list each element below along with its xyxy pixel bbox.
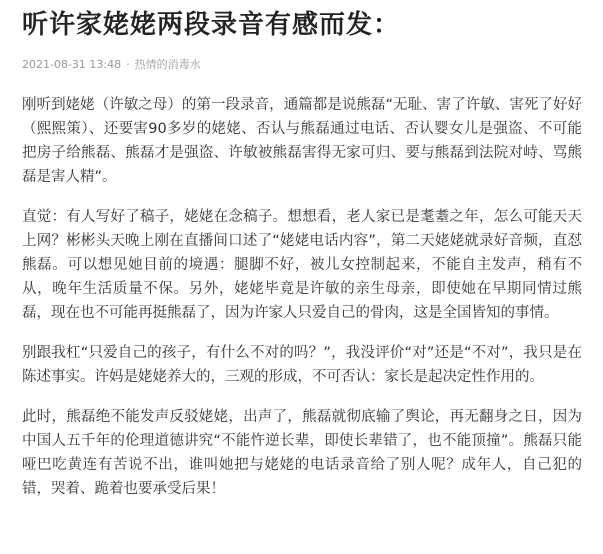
meta-separator: · xyxy=(126,58,130,71)
article-title: 听许家姥姥两段录音有感而发： xyxy=(22,10,401,40)
paragraph: 刚听到姥姥（许敏之母）的第一段录音，通篇都是说熊磊“无耻、害了许敏、害死了好好（熙熙策）、还要害90多岁的姥姥、否认与熊磊通过电话、否认婴女儿是强盗、不可能把房子给熊磊、熊磊才是强盗、许敏被熊磊害得无家可归、要与熊磊到法院对峙、骂熊磊是害人精”。 xyxy=(22,97,582,185)
paragraph: 别跟我杠“只爱自己的孩子，有什么不对的吗？”，我没评价“对”还是“不对”，我只是在陈述事实。许妈是姥姥养大的，三观的形成，不可否认：家长是起决定性作用的。 xyxy=(22,345,582,385)
article-meta xyxy=(22,57,603,73)
article-body xyxy=(22,93,582,501)
publish-date: 2021-08-31 13:48 xyxy=(22,58,122,71)
paragraph: 此时，熊磊绝不能发声反驳姥姥，出声了，熊磊就彻底输了舆论，再无翻身之日，因为中国人五千年的伦理道德讲究“不能忤逆长辈，即使长辈错了，也不能顶撞”。熊磊只能哑巴吃黄连有苦说不出，谁叫她把与姥姥的电话录音给了别人呢？成年人，自己犯的错，哭着、跪着也要承受后果！ xyxy=(22,409,582,497)
paragraph: 直觉：有人写好了稿子，姥姥在念稿子。想想看，老人家已是耄耋之年，怎么可能天天上网？彬彬头天晚上刚在直播间口述了“姥姥电话内容”，第二天姥姥就录好音频，直怼熊磊。可以想见她目前的境遇：腿脚不好，被儿女控制起来，不能自主发声，稍有不从，晚年生活质量不保。另外，姥姥毕竟是许敏的亲生母亲，即使她在早期同情过熊磊，现在也不可能再挺熊磊了，因为许家人只爱自己的骨肉，这是全国皆知的事情。 xyxy=(22,209,582,321)
author-name[interactable]: 热情的消毒水 xyxy=(134,58,201,71)
